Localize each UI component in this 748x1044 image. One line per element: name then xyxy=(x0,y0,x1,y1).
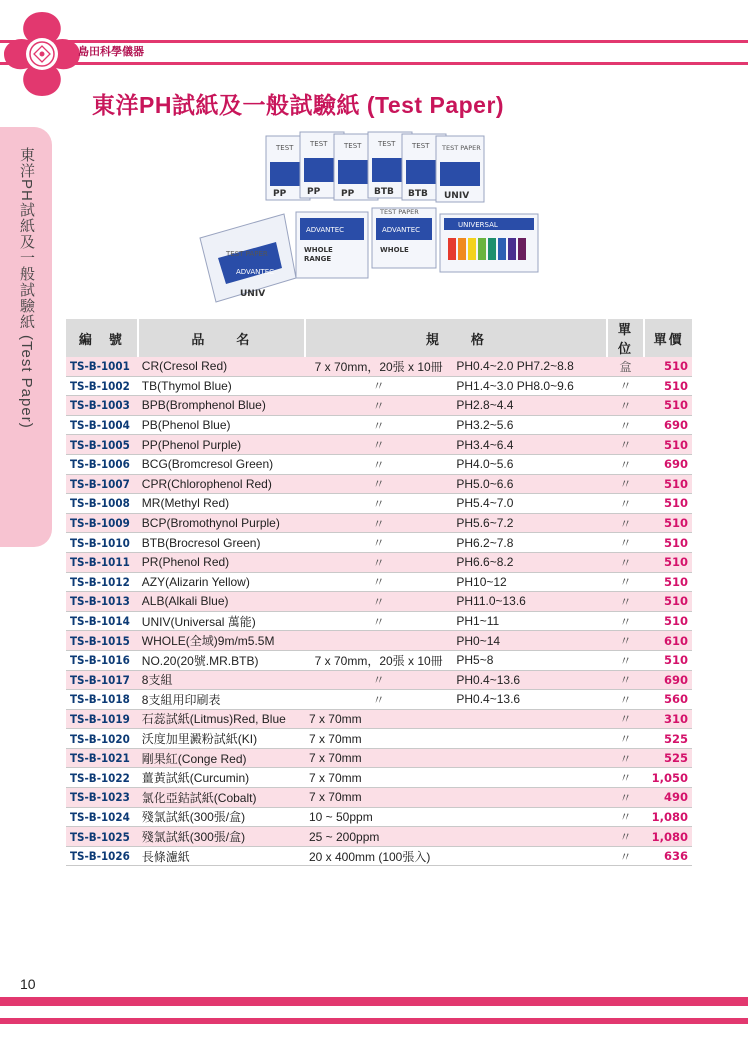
svg-text:TEST: TEST xyxy=(344,142,362,150)
header-price: 單價 xyxy=(644,319,692,357)
item-price: 510 xyxy=(644,611,692,631)
item-code: TS-B-1026 xyxy=(66,846,138,866)
item-unit: 〃 xyxy=(607,709,644,729)
item-unit: 〃 xyxy=(607,376,644,396)
item-size: 〃 xyxy=(305,415,452,435)
item-price: 510 xyxy=(644,533,692,553)
item-name: MR(Methyl Red) xyxy=(138,494,305,514)
item-price: 525 xyxy=(644,729,692,749)
table-row xyxy=(66,592,692,612)
box-front-whole xyxy=(296,212,368,278)
item-ph-range: PH1~11 xyxy=(452,611,606,631)
item-ph-range: PH6.2~7.8 xyxy=(452,533,606,553)
item-ph-range: PH2.8~4.4 xyxy=(452,396,606,416)
item-price: 510 xyxy=(644,474,692,494)
table-row xyxy=(66,788,692,808)
svg-text:ADVANTEC: ADVANTEC xyxy=(236,268,275,276)
svg-text:TEST PAPER: TEST PAPER xyxy=(380,208,419,216)
table-row xyxy=(66,474,692,494)
item-code: TS-B-1014 xyxy=(66,611,138,631)
item-name: BPB(Bromphenol Blue) xyxy=(138,396,305,416)
item-unit: 〃 xyxy=(607,650,644,670)
table-row xyxy=(66,709,692,729)
item-ph-range: PH10~12 xyxy=(452,572,606,592)
item-code: TS-B-1017 xyxy=(66,670,138,690)
item-unit: 〃 xyxy=(607,729,644,749)
header-spec: 規 格 xyxy=(305,319,607,357)
table-row xyxy=(66,494,692,514)
table-row xyxy=(66,748,692,768)
item-name: 8支組 xyxy=(138,670,305,690)
item-price: 610 xyxy=(644,631,692,651)
item-code: TS-B-1002 xyxy=(66,376,138,396)
item-unit: 〃 xyxy=(607,415,644,435)
item-price: 525 xyxy=(644,748,692,768)
table-row xyxy=(66,827,692,847)
box-front-universal xyxy=(440,214,538,272)
page-title: 東洋PH試紙及一般試驗紙 (Test Paper) xyxy=(92,92,505,118)
item-size: 〃 xyxy=(305,474,452,494)
header-rule-bottom xyxy=(0,62,748,65)
item-size: 〃 xyxy=(305,396,452,416)
svg-text:TEST: TEST xyxy=(412,142,430,150)
item-price: 510 xyxy=(644,650,692,670)
item-ph-range: PH5.0~6.6 xyxy=(452,474,606,494)
item-code: TS-B-1013 xyxy=(66,592,138,612)
item-name: 氯化亞鈷試紙(Cobalt) xyxy=(138,788,305,808)
item-unit: 〃 xyxy=(607,748,644,768)
item-size: 〃 xyxy=(305,533,452,553)
item-name: BTB(Brocresol Green) xyxy=(138,533,305,553)
item-name: CR(Cresol Red) xyxy=(138,357,305,376)
svg-text:WHOLE: WHOLE xyxy=(304,246,333,254)
item-size: 〃 xyxy=(305,494,452,514)
svg-text:TEST PAPER: TEST PAPER xyxy=(442,144,481,152)
box-front-univ xyxy=(200,214,296,302)
item-code: TS-B-1006 xyxy=(66,454,138,474)
item-name: PP(Phenol Purple) xyxy=(138,435,305,455)
item-size: 〃 xyxy=(305,513,452,533)
item-unit: 〃 xyxy=(607,454,644,474)
table-row xyxy=(66,729,692,749)
item-unit: 〃 xyxy=(607,611,644,631)
item-code: TS-B-1004 xyxy=(66,415,138,435)
header-name: 品 名 xyxy=(138,319,305,357)
item-unit: 〃 xyxy=(607,396,644,416)
item-unit: 〃 xyxy=(607,690,644,710)
item-price: 1,050 xyxy=(644,768,692,788)
item-size: 7 x 70mm xyxy=(305,788,452,808)
item-price: 510 xyxy=(644,435,692,455)
item-ph-range xyxy=(452,709,606,729)
item-name: UNIV(Universal 萬能) xyxy=(138,611,305,631)
item-code: TS-B-1003 xyxy=(66,396,138,416)
item-name: NO.20(20號.MR.BTB) xyxy=(138,650,305,670)
item-size: 〃 xyxy=(305,690,452,710)
item-name: 薑黃試紙(Curcumin) xyxy=(138,768,305,788)
table-row xyxy=(66,513,692,533)
item-code: TS-B-1018 xyxy=(66,690,138,710)
item-price: 690 xyxy=(644,670,692,690)
item-unit: 〃 xyxy=(607,513,644,533)
item-size: 7 x 70mm xyxy=(305,768,452,788)
item-name: AZY(Alizarin Yellow) xyxy=(138,572,305,592)
item-ph-range: PH11.0~13.6 xyxy=(452,592,606,612)
item-price: 560 xyxy=(644,690,692,710)
item-name: PR(Phenol Red) xyxy=(138,552,305,572)
svg-text:TEST: TEST xyxy=(276,144,294,152)
svg-text:TEST PAPER: TEST PAPER xyxy=(226,250,268,258)
item-size: 7 x 70mm，20張 x 10冊 xyxy=(305,357,452,376)
svg-text:UNIV: UNIV xyxy=(240,289,266,299)
item-name: BCG(Bromcresol Green) xyxy=(138,454,305,474)
box-front-whole-2 xyxy=(372,208,436,268)
svg-text:UNIVERSAL: UNIVERSAL xyxy=(458,221,498,229)
item-code: TS-B-1005 xyxy=(66,435,138,455)
footer-rule-bottom xyxy=(0,1018,748,1024)
item-price: 310 xyxy=(644,709,692,729)
item-code: TS-B-1015 xyxy=(66,631,138,651)
item-code: TS-B-1012 xyxy=(66,572,138,592)
item-price: 1,080 xyxy=(644,807,692,827)
item-ph-range xyxy=(452,846,606,866)
item-name: 石蕊試紙(Litmus)Red, Blue xyxy=(138,709,305,729)
item-size: 〃 xyxy=(305,454,452,474)
table-row xyxy=(66,611,692,631)
table-header-row xyxy=(66,319,692,357)
table-body xyxy=(66,357,692,866)
table-row xyxy=(66,454,692,474)
item-unit: 〃 xyxy=(607,631,644,651)
item-name: CPR(Chlorophenol Red) xyxy=(138,474,305,494)
item-size: 〃 xyxy=(305,670,452,690)
item-code: TS-B-1024 xyxy=(66,807,138,827)
item-price: 690 xyxy=(644,415,692,435)
table-row xyxy=(66,376,692,396)
item-name: 長條濾紙 xyxy=(138,846,305,866)
svg-text:WHOLE: WHOLE xyxy=(380,246,409,254)
svg-text:BTB: BTB xyxy=(374,187,394,197)
table-row xyxy=(66,650,692,670)
item-ph-range xyxy=(452,788,606,808)
item-ph-range: PH0.4~13.6 xyxy=(452,670,606,690)
item-code: TS-B-1009 xyxy=(66,513,138,533)
item-ph-range: PH3.4~6.4 xyxy=(452,435,606,455)
item-size: 〃 xyxy=(305,435,452,455)
item-name: 殘氯試紙(300張/盒) xyxy=(138,827,305,847)
header-unit: 單位 xyxy=(607,319,644,357)
side-tab-label: 東洋PH試紙及一般試驗紙 (Test Paper) xyxy=(18,147,35,429)
item-ph-range: PH1.4~3.0 PH8.0~9.6 xyxy=(452,376,606,396)
svg-text:BTB: BTB xyxy=(408,189,428,199)
item-ph-range: PH0.4~2.0 PH7.2~8.8 xyxy=(452,357,606,376)
item-ph-range xyxy=(452,768,606,788)
item-code: TS-B-1021 xyxy=(66,748,138,768)
item-ph-range: PH5.4~7.0 xyxy=(452,494,606,514)
price-table xyxy=(66,319,692,866)
table-row xyxy=(66,552,692,572)
item-ph-range xyxy=(452,729,606,749)
item-price: 510 xyxy=(644,572,692,592)
item-unit: 〃 xyxy=(607,572,644,592)
table-row xyxy=(66,768,692,788)
item-ph-range xyxy=(452,827,606,847)
item-unit: 〃 xyxy=(607,670,644,690)
table-row xyxy=(66,572,692,592)
item-name: 沃度加里澱粉試紙(KI) xyxy=(138,729,305,749)
item-code: TS-B-1011 xyxy=(66,552,138,572)
item-code: TS-B-1001 xyxy=(66,357,138,376)
item-price: 510 xyxy=(644,396,692,416)
item-name: 8支組用印刷表 xyxy=(138,690,305,710)
item-size xyxy=(305,631,452,651)
item-price: 510 xyxy=(644,357,692,376)
item-ph-range: PH6.6~8.2 xyxy=(452,552,606,572)
table-row xyxy=(66,807,692,827)
item-unit: 〃 xyxy=(607,592,644,612)
item-price: 510 xyxy=(644,376,692,396)
item-name: 剛果紅(Conge Red) xyxy=(138,748,305,768)
svg-text:UNIV: UNIV xyxy=(444,191,470,201)
item-name: TB(Thymol Blue) xyxy=(138,376,305,396)
product-photo xyxy=(196,128,546,312)
table-row xyxy=(66,357,692,376)
table-row xyxy=(66,690,692,710)
item-price: 510 xyxy=(644,552,692,572)
item-size: 〃 xyxy=(305,552,452,572)
table-row xyxy=(66,435,692,455)
item-unit: 〃 xyxy=(607,474,644,494)
item-size: 7 x 70mm xyxy=(305,709,452,729)
item-unit: 盒 xyxy=(607,357,644,376)
item-size: 〃 xyxy=(305,572,452,592)
svg-text:RANGE: RANGE xyxy=(304,255,332,263)
svg-text:ADVANTEC: ADVANTEC xyxy=(306,226,345,234)
svg-text:PP: PP xyxy=(341,189,355,199)
item-code: TS-B-1007 xyxy=(66,474,138,494)
item-price: 510 xyxy=(644,494,692,514)
footer-rule-top xyxy=(0,997,748,1006)
item-ph-range: PH0.4~13.6 xyxy=(452,690,606,710)
item-size: 20 x 400mm (100張入) xyxy=(305,846,452,866)
table-row xyxy=(66,533,692,553)
svg-text:PP: PP xyxy=(307,187,321,197)
item-code: TS-B-1020 xyxy=(66,729,138,749)
item-code: TS-B-1022 xyxy=(66,768,138,788)
item-price: 690 xyxy=(644,454,692,474)
item-unit: 〃 xyxy=(607,552,644,572)
table-row xyxy=(66,670,692,690)
item-name: WHOLE(全域)9m/m5.5M xyxy=(138,631,305,651)
item-unit: 〃 xyxy=(607,533,644,553)
item-size: 7 x 70mm xyxy=(305,748,452,768)
item-name: 殘氯試紙(300張/盒) xyxy=(138,807,305,827)
item-code: TS-B-1025 xyxy=(66,827,138,847)
page-number: 10 xyxy=(20,976,36,992)
item-size: 7 x 70mm，20張 x 10冊 xyxy=(305,650,452,670)
item-ph-range xyxy=(452,748,606,768)
item-name: PB(Phenol Blue) xyxy=(138,415,305,435)
table-row xyxy=(66,846,692,866)
item-ph-range: PH5~8 xyxy=(452,650,606,670)
item-size: 〃 xyxy=(305,611,452,631)
svg-text:PP: PP xyxy=(273,189,287,199)
item-unit: 〃 xyxy=(607,827,644,847)
item-price: 1,080 xyxy=(644,827,692,847)
item-ph-range: PH0~14 xyxy=(452,631,606,651)
item-price: 510 xyxy=(644,592,692,612)
svg-text:TEST: TEST xyxy=(310,140,328,148)
item-ph-range: PH4.0~5.6 xyxy=(452,454,606,474)
table-row xyxy=(66,396,692,416)
item-unit: 〃 xyxy=(607,846,644,866)
item-ph-range xyxy=(452,807,606,827)
item-code: TS-B-1016 xyxy=(66,650,138,670)
item-name: ALB(Alkali Blue) xyxy=(138,592,305,612)
item-unit: 〃 xyxy=(607,807,644,827)
item-code: TS-B-1010 xyxy=(66,533,138,553)
item-ph-range: PH5.6~7.2 xyxy=(452,513,606,533)
item-size: 〃 xyxy=(305,592,452,612)
item-price: 510 xyxy=(644,513,692,533)
item-code: TS-B-1023 xyxy=(66,788,138,808)
item-unit: 〃 xyxy=(607,768,644,788)
item-price: 636 xyxy=(644,846,692,866)
item-unit: 〃 xyxy=(607,494,644,514)
item-code: TS-B-1008 xyxy=(66,494,138,514)
item-size: 〃 xyxy=(305,376,452,396)
item-size: 10 ~ 50ppm xyxy=(305,807,452,827)
brand-name: 島田科學儀器 xyxy=(78,46,144,58)
svg-text:TEST: TEST xyxy=(378,140,396,148)
svg-text:ADVANTEC: ADVANTEC xyxy=(382,226,421,234)
item-name: BCP(Bromothynol Purple) xyxy=(138,513,305,533)
item-price: 490 xyxy=(644,788,692,808)
box-back-6 xyxy=(436,136,484,202)
item-size: 25 ~ 200ppm xyxy=(305,827,452,847)
item-size: 7 x 70mm xyxy=(305,729,452,749)
table-row xyxy=(66,631,692,651)
item-unit: 〃 xyxy=(607,435,644,455)
table-row xyxy=(66,415,692,435)
item-unit: 〃 xyxy=(607,788,644,808)
brand-logo-icon xyxy=(2,8,82,100)
header-code: 編 號 xyxy=(66,319,138,357)
item-ph-range: PH3.2~5.6 xyxy=(452,415,606,435)
item-code: TS-B-1019 xyxy=(66,709,138,729)
